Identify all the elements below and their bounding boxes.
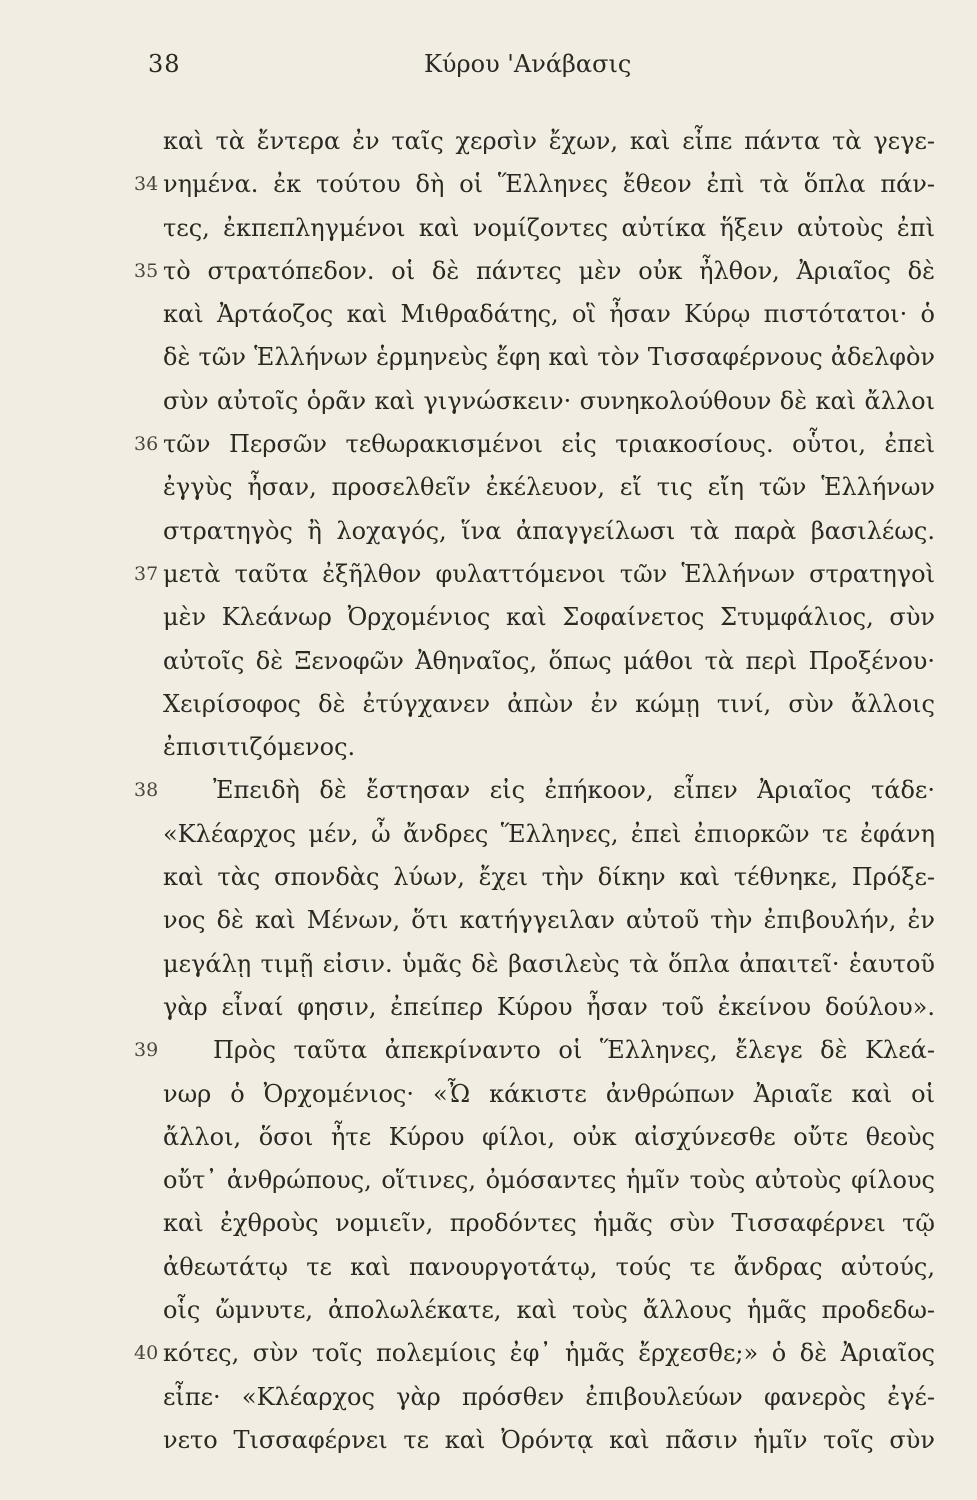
line-text: νετο Τισσαφέρνει τε καὶ Ὀρόντᾳ καὶ πᾶσιν ἡμῖν τοῖς σὺν [163, 1425, 935, 1454]
line-text: τες, ἐκπεπληγμένοι καὶ νομίζοντες αὐτίκα ἥξειν αὐτοὺς ἐπὶ [163, 213, 935, 242]
line-text: τῶν Περσῶν τεθωρακισμένοι εἰς τριακοσίους. οὗτοι, ἐπεὶ [163, 430, 935, 459]
page-header [0, 50, 977, 90]
text-line [0, 596, 977, 639]
text-line [0, 510, 977, 553]
line-text: γὰρ εἶναί φησιν, ἐπείπερ Κύρου ἦσαν τοῦ ἐκείνου δούλου». [163, 992, 935, 1021]
section-number: 35 [134, 259, 159, 282]
line-text: οὔτ᾽ ἀνθρώπους, οἵτινες, ὀμόσαντες ἡμῖν τοὺς αὐτοὺς φίλους [163, 1166, 935, 1195]
section-number: 38 [134, 779, 159, 802]
line-text: εἶπε· «Κλέαρχος γὰρ πρόσθεν ἐπιβουλεύων φανερὸς ἐγέ- [163, 1382, 935, 1411]
text-line [0, 899, 977, 942]
text-line [0, 943, 977, 986]
line-text: Πρὸς ταῦτα ἀπεκρίναντο οἱ Ἕλληνες, ἔλεγε δὲ Κλεά- [213, 1036, 935, 1065]
line-text: «Κλέαρχος μέν, ὦ ἄνδρες Ἕλληνες, ἐπεὶ ἐπιορκῶν τε ἐφάνη [163, 819, 935, 848]
text-line [0, 553, 977, 596]
text-line [0, 120, 977, 163]
line-text: καὶ τὰ ἔντερα ἐν ταῖς χερσὶν ἔχων, καὶ εἶπε πάντα τὰ γεγε- [163, 127, 935, 155]
page-number: 38 [148, 50, 181, 78]
section-number: 39 [134, 1039, 159, 1062]
text-line [0, 726, 977, 769]
text-line [0, 1116, 977, 1159]
section-number: 37 [134, 562, 159, 585]
line-text: Χειρίσοφος δὲ ἐτύγχανεν ἀπὼν ἐν κώμῃ τινί, σὺν ἄλλοις [163, 689, 935, 718]
line-text: ἐγγὺς ἦσαν, προσελθεῖν ἐκέλευον, εἴ τις εἴη τῶν Ἑλλήνων [163, 473, 935, 502]
line-text: ἄλλοι, ὅσοι ἦτε Κύρου φίλοι, οὐκ αἰσχύνεσθε οὔτε θεοὺς [163, 1122, 935, 1151]
line-text: καὶ Ἀρτάοζος καὶ Μιθραδάτης, οἳ ἦσαν Κύρῳ πιστότατοι· ὁ [163, 300, 935, 329]
text-line [0, 769, 977, 812]
text-line [0, 1419, 977, 1462]
body-text [0, 120, 977, 1462]
text-line [0, 163, 977, 206]
line-text: νος δὲ καὶ Μένων, ὅτι κατήγγειλαν αὐτοῦ τὴν ἐπιβουλήν, ἐν [163, 906, 935, 935]
section-number: 36 [134, 433, 159, 456]
running-title: Κύρου 'Ανάβασις [424, 50, 632, 78]
text-line [0, 207, 977, 250]
text-line [0, 1376, 977, 1419]
text-line [0, 856, 977, 899]
line-text: ἐπισιτιζόμενος. [163, 733, 356, 762]
text-line [0, 1289, 977, 1332]
line-text: ἀθεωτάτῳ τε καὶ πανουργοτάτῳ, τούς τε ἄνδρας αὐτούς, [163, 1252, 935, 1281]
line-text: νωρ ὁ Ὀρχομένιος· «Ὦ κάκιστε ἀνθρώπων Ἀριαῖε καὶ οἱ [163, 1079, 935, 1108]
section-number: 40 [134, 1342, 159, 1365]
line-text: σὺν αὐτοῖς ὁρᾶν καὶ γιγνώσκειν· συνηκολούθουν δὲ καὶ ἄλλοι [163, 386, 935, 415]
text-line [0, 1029, 977, 1072]
text-line [0, 293, 977, 336]
text-line [0, 986, 977, 1029]
line-text: δὲ τῶν Ἑλλήνων ἑρμηνεὺς ἔφη καὶ τὸν Τισσαφέρνους ἀδελφὸν [163, 343, 935, 372]
text-line [0, 640, 977, 683]
line-text: κότες, σὺν τοῖς πολεμίοις ἐφ᾽ ἡμᾶς ἔρχεσθε;» ὁ δὲ Ἀριαῖος [163, 1339, 935, 1368]
line-text: μετὰ ταῦτα ἐξῆλθον φυλαττόμενοι τῶν Ἑλλήνων στρατηγοὶ [163, 559, 935, 588]
line-text: Ἐπειδὴ δὲ ἔστησαν εἰς ἐπήκοον, εἶπεν Ἀριαῖος τάδε· [213, 776, 935, 805]
line-text: καὶ τὰς σπονδὰς λύων, ἔχει τὴν δίκην καὶ τέθνηκε, Πρόξε- [163, 863, 935, 892]
line-text: καὶ ἐχθροὺς νομιεῖν, προδόντες ἡμᾶς σὺν Τισσαφέρνει τῷ [163, 1209, 935, 1238]
line-text: μεγάλῃ τιμῇ εἰσιν. ὑμᾶς δὲ βασιλεὺς τὰ ὅπλα ἀπαιτεῖ· ἑαυτοῦ [163, 949, 935, 978]
text-line [0, 423, 977, 466]
text-line [0, 250, 977, 293]
text-line [0, 1332, 977, 1375]
line-text: στρατηγὸς ἢ λοχαγός, ἵνα ἀπαγγείλωσι τὰ παρὰ βασιλέως. [163, 516, 935, 545]
line-text: οἷς ὤμνυτε, ἀπολωλέκατε, καὶ τοὺς ἄλλους ἡμᾶς προδεδω- [163, 1296, 935, 1325]
text-line [0, 1246, 977, 1289]
text-line [0, 813, 977, 856]
text-line [0, 336, 977, 379]
text-line [0, 380, 977, 423]
line-text: τὸ στρατόπεδον. οἱ δὲ πάντες μὲν οὐκ ἦλθον, Ἀριαῖος δὲ [163, 256, 935, 285]
text-line [0, 1159, 977, 1202]
text-line [0, 1073, 977, 1116]
text-line [0, 1202, 977, 1245]
line-text: νημένα. ἐκ τούτου δὴ οἱ Ἕλληνες ἔθεον ἐπὶ τὰ ὅπλα πάν- [163, 170, 935, 199]
line-text: αὐτοῖς δὲ Ξενοφῶν Ἀθηναῖος, ὅπως μάθοι τὰ περὶ Προξένου· [163, 646, 935, 675]
text-line [0, 683, 977, 726]
section-number: 34 [134, 173, 159, 196]
line-text: μὲν Κλεάνωρ Ὀρχομένιος καὶ Σοφαίνετος Στυμφάλιος, σὺν [163, 603, 935, 632]
text-line [0, 466, 977, 509]
